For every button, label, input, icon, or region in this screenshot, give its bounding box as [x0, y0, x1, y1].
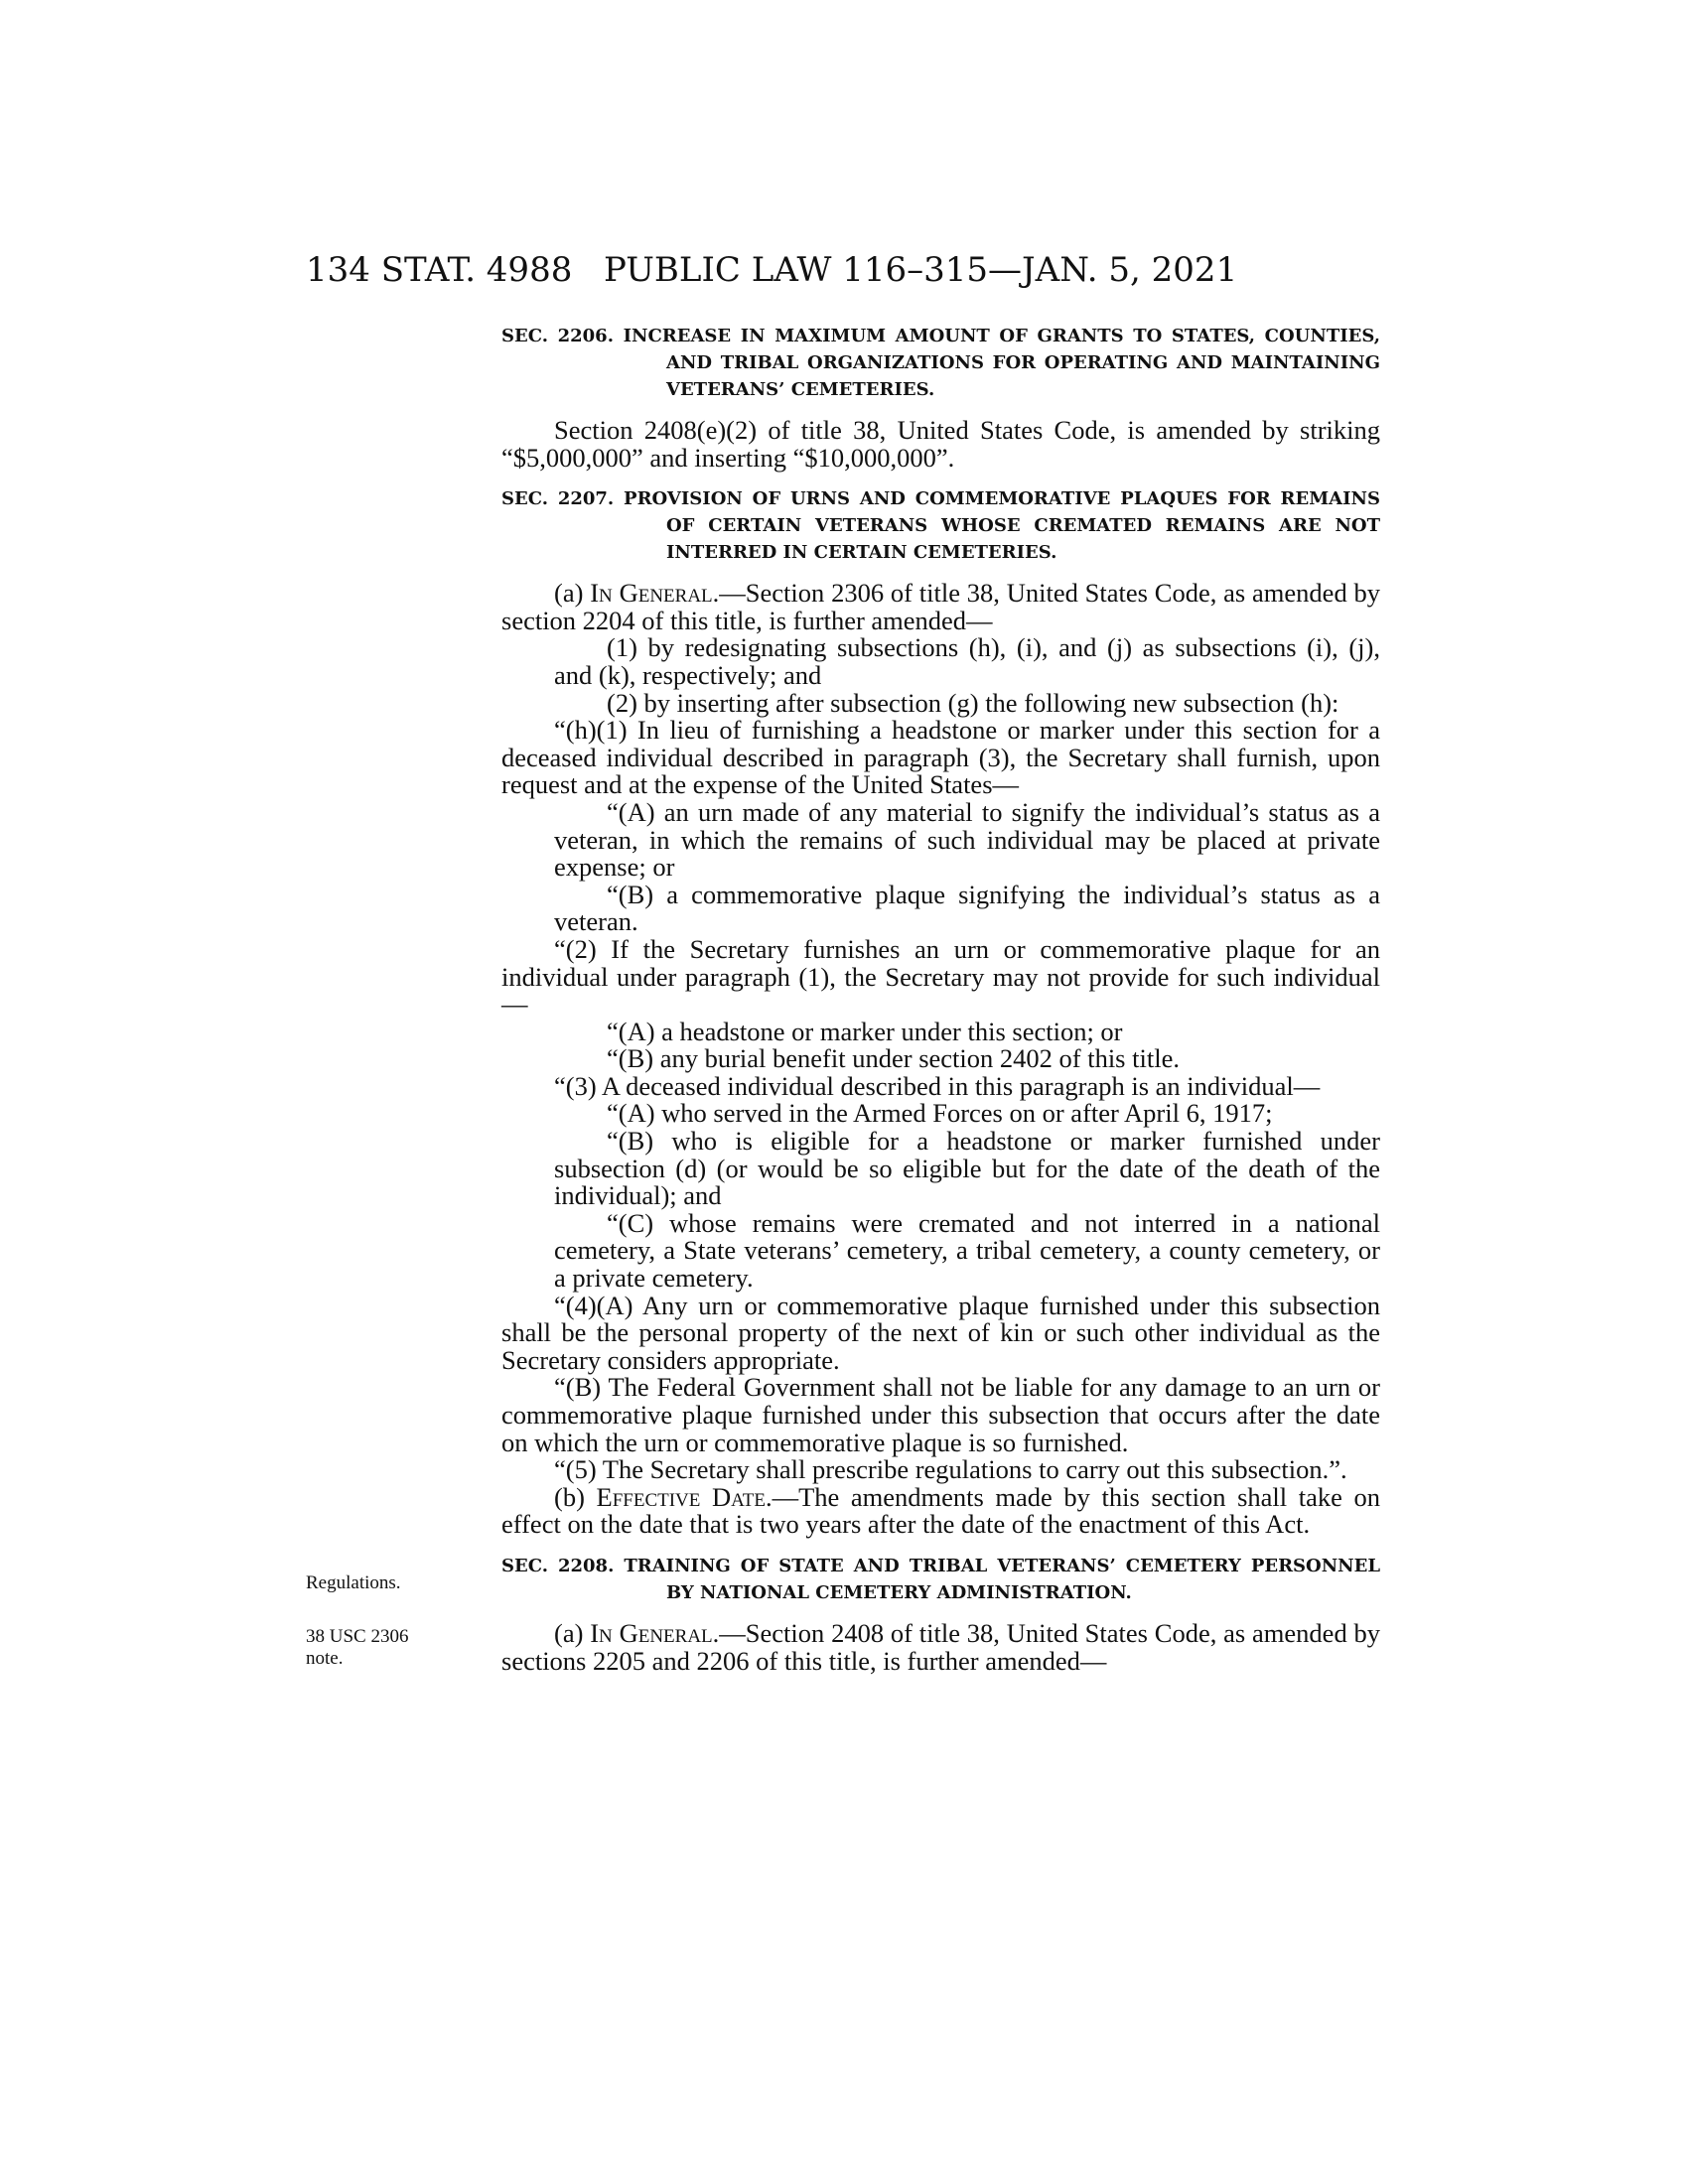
section-2208-heading: SEC. 2208. TRAINING OF STATE AND TRIBAL VETERANS’ CEMETERY PERSONNEL BY NATIONAL CEMETERY ADMINISTRATION.: [501, 1555, 1380, 1603]
new-subsection-h3A: “(A) who served in the Armed Forces on or after April 6, 1917;: [607, 1098, 1273, 1129]
section-2207-subsection-a: [501, 580, 1380, 634]
new-subsection-h2A: “(A) a headstone or marker under this section; or: [607, 1016, 1123, 1046]
section-2206-body: Section 2408(e)(2) of title 38, United States Code, is amended by striking “$5,000,000” and inserting “$10,000,000”.: [501, 415, 1380, 473]
new-subsection-h1B: “(B) a commemorative plaque signifying the individual’s status as a veteran.: [554, 879, 1380, 937]
s2208-a-text: .—Section 2408 of title 38, United States Code, as amended by sections 2205 and 2206 of this title, is further amended—: [501, 1617, 1381, 1676]
public-law-title: PUBLIC LAW 116–315—JAN. 5, 2021: [604, 250, 1238, 290]
new-subsection-h3C: “(C) whose remains were cremated and not interred in a national cemetery, a State veterans’ cemetery, a tribal cemetery, a county cemetery, or a private cemetery.: [554, 1207, 1380, 1294]
section-2208-subsection-a: [501, 1617, 1381, 1676]
new-subsection-h4A: “(4)(A) Any urn or commemorative plaque furnished under this subsection shall be the personal property of the next of kin or such other individual as the Secretary considers appropriate.: [501, 1290, 1380, 1375]
document-body: [501, 323, 1380, 1675]
section-2207-heading: SEC. 2207. PROVISION OF URNS AND COMMEMORATIVE PLAQUES FOR REMAINS OF CERTAIN VETERANS WHOSE CREMATED REMAINS ARE NOT INTERRED IN CERTAIN CEMETERIES.: [501, 488, 1380, 564]
section-2206-heading: SEC. 2206. INCREASE IN MAXIMUM AMOUNT OF GRANTS TO STATES, COUNTIES, AND TRIBAL ORGANIZATIONS FOR OPERATING AND MAINTAINING VETERANS’ CEMETERIES.: [501, 326, 1380, 400]
page-header: [306, 250, 1378, 290]
subsection-a-text: .—Section 2306 of title 38, United States Code, as amended by section 2204 of this title, is further amended—: [501, 578, 1381, 635]
new-subsection-h2B: “(B) any burial benefit under section 2402 of this title.: [607, 1043, 1180, 1074]
new-subsection-h3: “(3) A deceased individual described in this paragraph is an individual—: [554, 1070, 1321, 1101]
stat-page-number: 134 STAT. 4988: [306, 250, 573, 290]
subsection-a-caption: In General: [590, 578, 713, 609]
margin-note-usc: [306, 1626, 435, 1670]
section-2207-paragraph-1: (1) by redesignating subsections (h), (i), and (j) as subsections (i), (j), and (k), respectively; and: [554, 632, 1380, 690]
s2208-a-caption: In General: [590, 1617, 713, 1648]
new-subsection-h2: “(2) If the Secretary furnishes an urn or commemorative plaque for an individual under paragraph (1), the Secretary may not provide for such individual—: [501, 933, 1380, 1020]
subsection-a-label: (a): [554, 578, 591, 609]
s2208-a-label: (a): [554, 1617, 591, 1648]
new-subsection-h4B: “(B) The Federal Government shall not be liable for any damage to an urn or commemorative plaque furnished under this subsection that occurs after the date on which the urn or commemorative plaque is so furnished.: [501, 1372, 1380, 1457]
new-subsection-h3B: “(B) who is eligible for a headstone or marker furnished under subsection (d) (or would be so eligible but for the date of the death of the individual); and: [554, 1126, 1380, 1211]
new-subsection-h1: “(h)(1) In lieu of furnishing a headstone or marker under this section for a deceased individual described in paragraph (3), the Secretary shall furnish, upon request and at the expense of the United States—: [501, 715, 1380, 800]
new-subsection-h1A: “(A) an urn made of any material to signify the individual’s status as a veteran, in which the remains of such individual may be placed at private expense; or: [554, 796, 1380, 883]
margin-note-regulations: Regulations.: [306, 1572, 401, 1593]
section-2207-subsection-b: [501, 1481, 1380, 1540]
subsection-b-caption: Effective Date: [596, 1481, 766, 1512]
margin-note-usc-line1: 38 USC 2306: [306, 1626, 409, 1647]
new-subsection-h5: “(5) The Secretary shall prescribe regulations to carry out this subsection.”.: [554, 1454, 1347, 1485]
subsection-b-label: (b): [554, 1481, 597, 1512]
section-2207-paragraph-2: (2) by inserting after subsection (g) the following new subsection (h):: [607, 687, 1339, 718]
margin-note-usc-line2: note.: [306, 1648, 344, 1669]
subsection-b-text: .—The amendments made by this section shall take on effect on the date that is two years after the date of the enactment of this Act.: [501, 1481, 1380, 1540]
